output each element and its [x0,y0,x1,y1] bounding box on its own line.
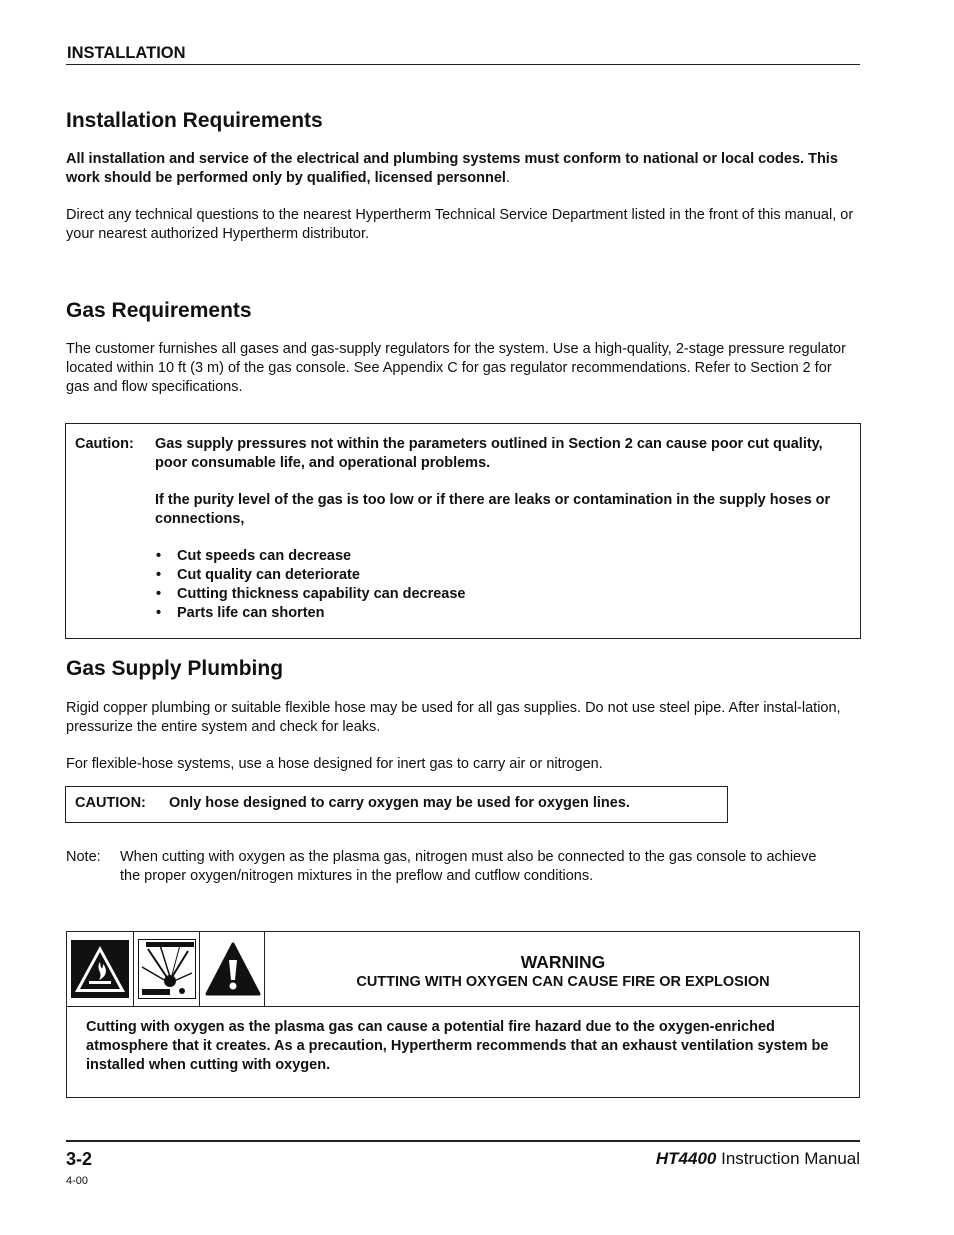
note-text: When cutting with oxygen as the plasma gas, nitrogen must also be connected to the gas console to achieve the proper oxygen/nitrogen mixtures in the preflow and cutflow conditions. [120,849,817,884]
technical-questions-paragraph: Direct any technical questions to the nearest Hypertherm Technical Service Department listed in the front of this manual, or your nearest authorized Hypertherm distributor. [66,207,854,242]
list-item: • Cut quality can deteriorate [155,566,835,585]
caution-label: Caution: [75,436,134,452]
gas-requirements-paragraph: The customer furnishes all gases and gas-supply regulators for the system. Use a high-quality, 2-stage pressure regulator located within 10 ft (3 m) of the gas console. See Appendix C for gas regulator recommendations. Refer to Section 2 for gas and flow specifications. [66,341,846,395]
flexible-hose-paragraph: For flexible-hose systems, use a hose designed for inert gas to carry air or nitrogen. [66,756,603,772]
list-item: • Cutting thickness capability can decrease [155,585,835,604]
explosion-icon [138,939,196,999]
oxygen-warning-box [66,931,860,1098]
caution-purity-text: If the purity level of the gas is too low or if there are leaks or contamination in the supply hoses or connections, [155,492,831,527]
exclamation-warning-icon-cell [200,932,265,1006]
oxygen-hose-caution-box [65,786,728,823]
oxygen-hose-caution-text: Only hose designed to carry oxygen may be used for oxygen lines. [169,795,630,811]
header-rule [66,64,860,65]
gas-requirements-heading: Gas Requirements [66,299,252,322]
caution-pressure-text: Gas supply pressures not within the parameters outlined in Section 2 can cause poor cut quality, poor consumable life, and operational problems. [155,436,823,471]
manual-label: Instruction Manual [721,1149,860,1168]
warning-subtitle: CUTTING WITH OXYGEN CAN CAUSE FIRE OR EXPLOSION [356,974,770,990]
exclamation-warning-icon [204,940,262,998]
fire-hazard-icon [71,940,129,998]
caution-consequence-list [155,547,835,623]
warning-title: WARNING [520,952,606,972]
installation-codes-text: All installation and service of the electrical and plumbing systems must conform to national or local codes. This work should be performed only by qualified, licensed personnel [66,151,838,186]
gas-pressure-caution-box [65,423,861,639]
note-label: Note: [66,849,101,865]
warning-divider [67,1006,859,1007]
installation-codes-period: . [505,170,510,186]
manual-title [656,1149,860,1169]
running-header: INSTALLATION [67,44,186,62]
warning-body: Cutting with oxygen as the plasma gas can cause a potential fire hazard due to the oxygen-enriched atmosphere that it creates. As a precaution, Hypertherm recommends that an exhaust ventilation system be installed when cutting with oxygen. [86,1019,829,1073]
plumbing-paragraph: Rigid copper plumbing or suitable flexible hose may be used for all gas supplies. Do not use steel pipe. After instal-lation, pressurize the entire system and check for leaks. [66,700,841,735]
gas-supply-plumbing-heading: Gas Supply Plumbing [66,657,284,680]
explosion-icon-cell [134,932,200,1006]
revision-date: 4-00 [66,1175,89,1187]
fire-hazard-icon-cell [67,932,134,1006]
caution-label: CAUTION: [75,795,146,811]
product-name: HT4400 [655,1149,717,1168]
list-item: • Parts life can shorten [155,604,835,623]
list-item: • Cut speeds can decrease [155,547,835,566]
page-number: 3-2 [66,1149,93,1169]
installation-codes-notice [66,150,866,188]
footer-rule [66,1140,860,1142]
installation-requirements-heading: Installation Requirements [66,109,323,132]
